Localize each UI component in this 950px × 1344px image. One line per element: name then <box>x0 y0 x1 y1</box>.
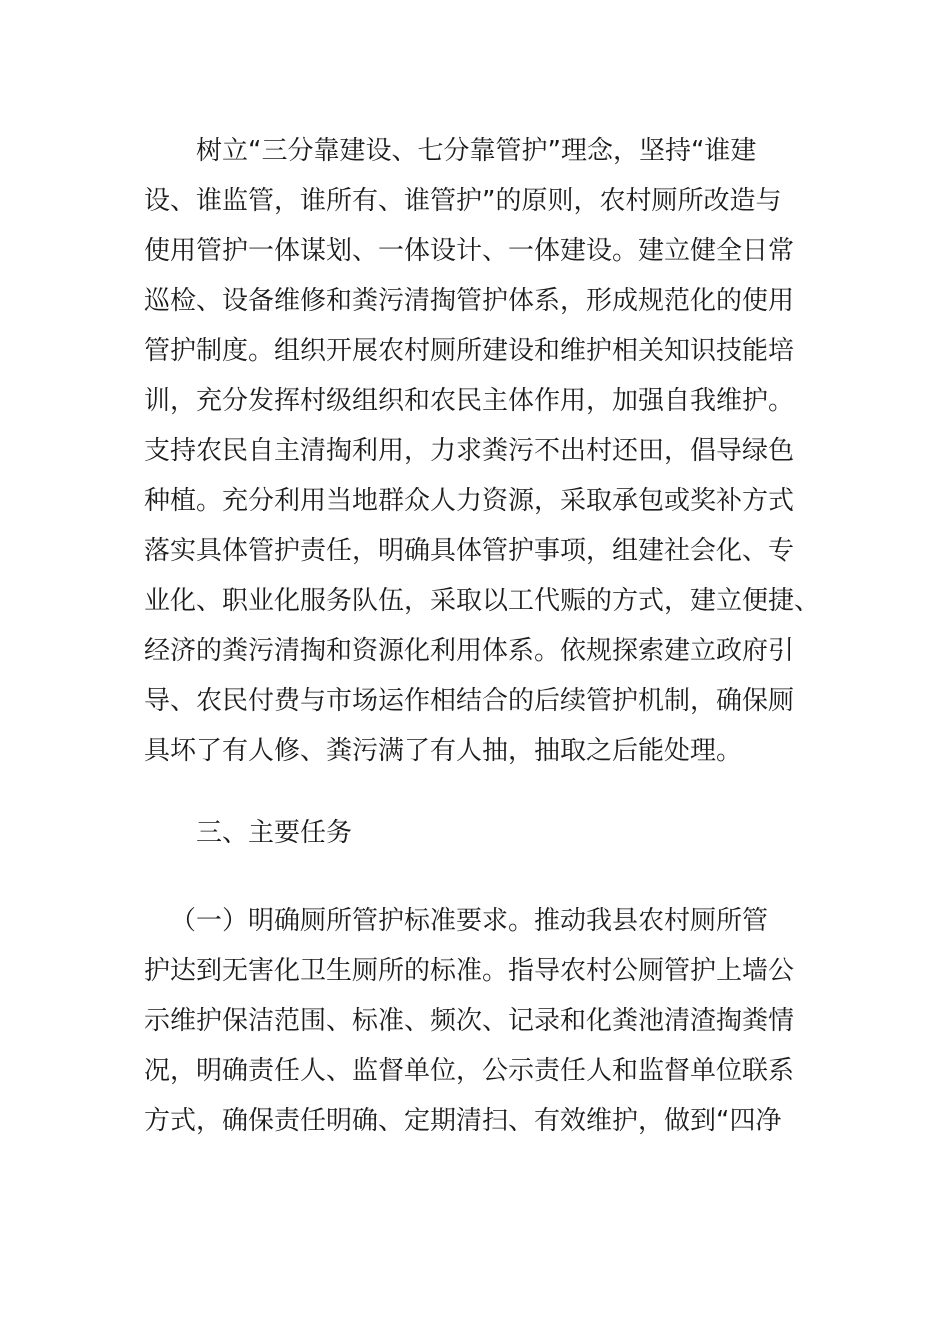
paragraph-1-line-12: 导、农民付费与市场运作相结合的后续管护机制，确保厕 <box>144 686 795 716</box>
paragraph-1-line-9: 落实具体管护责任，明确具体管护事项，组建社会化、专 <box>144 536 795 566</box>
paragraph-1-line-11: 经济的粪污清掏和资源化利用体系。依规探索建立政府引 <box>144 636 795 666</box>
paragraph-1-line-13: 具坏了有人修、粪污满了有人抽，抽取之后能处理。 <box>144 736 743 766</box>
paragraph-2-line-4: 况，明确责任人、监督单位，公示责任人和监督单位联系 <box>144 1056 795 1086</box>
paragraph-1-line-10: 业化、职业化服务队伍，采取以工代赈的方式，建立便捷、 <box>144 586 821 616</box>
paragraph-1-line-1: 树立“三分靠建设、七分靠管护”理念，坚持“谁建 <box>196 136 757 166</box>
paragraph-2-line-1: （一）明确厕所管护标准要求。推动我县农村厕所管 <box>170 906 769 936</box>
paragraph-1-line-3: 使用管护一体谋划、一体设计、一体建设。建立健全日常 <box>144 236 795 266</box>
paragraph-1-line-2: 设、谁监管，谁所有、谁管护”的原则，农村厕所改造与 <box>144 186 782 216</box>
paragraph-1-line-7: 支持农民自主清掏利用，力求粪污不出村还田，倡导绿色 <box>144 436 795 466</box>
paragraph-2-line-3: 示维护保洁范围、标准、频次、记录和化粪池清渣掏粪情 <box>144 1006 795 1036</box>
paragraph-1-line-8: 种植。充分利用当地群众人力资源，采取承包或奖补方式 <box>144 486 795 516</box>
paragraph-2-line-5: 方式，确保责任明确、定期清扫、有效维护，做到“四净 <box>144 1106 782 1136</box>
section-heading: 三、主要任务 <box>196 818 353 848</box>
paragraph-1-line-5: 管护制度。组织开展农村厕所建设和维护相关知识技能培 <box>144 336 795 366</box>
paragraph-1-line-6: 训，充分发挥村级组织和农民主体作用，加强自我维护。 <box>144 386 795 416</box>
paragraph-1-line-4: 巡检、设备维修和粪污清掏管护体系，形成规范化的使用 <box>144 286 795 316</box>
paragraph-2-line-2: 护达到无害化卫生厕所的标准。指导农村公厕管护上墙公 <box>144 956 795 986</box>
